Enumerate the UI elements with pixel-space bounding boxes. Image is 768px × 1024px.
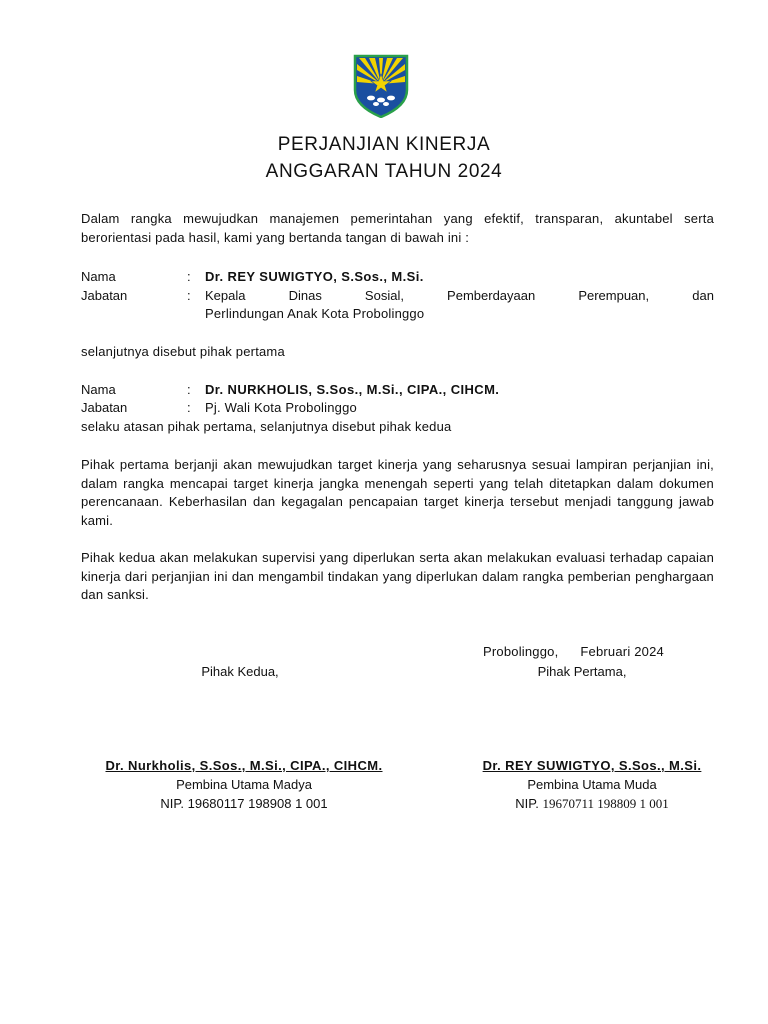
signature-left-role: Pihak Kedua, xyxy=(201,664,279,679)
first-party-jabatan-line1 xyxy=(205,287,714,305)
jabatan-word: dan xyxy=(692,288,714,303)
first-party-nama-colon: : xyxy=(187,269,191,284)
signature-right-nip xyxy=(432,794,752,813)
second-party-jabatan: Pj. Wali Kota Probolinggo xyxy=(205,400,357,415)
commitment-paragraph: Pihak pertama berjanji akan mewujudkan target kinerja yang seharusnya sesuai lampiran perjanjian ini, dalam rangka mencapai target kinerja jangka menengah seperti yang telah ditetapkan dalam dokumen perencanaan. Keberhasilan dan kegagalan pencapaian target kinerja tersebut menjadi tanggung jawab kami. xyxy=(81,457,714,528)
signature-right-block xyxy=(432,756,752,813)
intro-paragraph: Dalam rangka mewujudkan manajemen pemerintahan yang efektif, transparan, akuntabel serta berorientasi pada hasil, kami yang bertanda tangan di bawah ini : xyxy=(81,211,714,245)
first-party-jabatan-colon: : xyxy=(187,288,191,303)
place-date xyxy=(483,644,664,659)
document-title-line1: PERJANJIAN KINERJA xyxy=(277,134,491,155)
nip-number: 19680117 198908 1 001 xyxy=(187,796,328,811)
first-party-designation: selanjutnya disebut pihak pertama xyxy=(81,344,285,359)
first-party-jabatan-line2: Perlindungan Anak Kota Probolinggo xyxy=(205,306,425,321)
document-title-line2: ANGGARAN TAHUN 2024 xyxy=(265,161,503,182)
first-party-jabatan-label: Jabatan xyxy=(81,288,128,303)
second-party-designation: selaku atasan pihak pertama, selanjutnya disebut pihak kedua xyxy=(81,419,452,434)
signature-left-name: Dr. Nurkholis, S.Sos., M.Si., CIPA., CIHCM. xyxy=(105,758,383,773)
nip-number: 19670711 198809 1 001 xyxy=(542,796,669,811)
first-party-name: Dr. REY SUWIGTYO, S.Sos., M.Si. xyxy=(205,269,424,284)
supervision-paragraph: Pihak kedua akan melakukan supervisi yang diperlukan serta akan melakukan evaluasi terhadap capaian kinerja dari perjanjian ini dan mengambil tindakan yang diperlukan dalam rangka pemberian penghargaan dan sanksi. xyxy=(81,550,714,602)
second-party-nama-colon: : xyxy=(187,382,191,397)
nip-label: NIP. xyxy=(160,796,184,811)
second-party-name: Dr. NURKHOLIS, S.Sos., M.Si., CIPA., CIHCM. xyxy=(205,382,500,397)
jabatan-word: Sosial, xyxy=(364,288,404,303)
signature-right-name: Dr. REY SUWIGTYO, S.Sos., M.Si. xyxy=(482,758,702,773)
signature-right-role: Pihak Pertama, xyxy=(537,664,627,679)
city-crest-logo xyxy=(353,54,409,118)
date: Februari 2024 xyxy=(580,644,664,659)
second-party-nama-label: Nama xyxy=(81,382,116,397)
signature-left-nip xyxy=(84,794,404,813)
jabatan-word: Kepala xyxy=(205,288,246,303)
nip-label: NIP. xyxy=(515,796,539,811)
signature-left-rank: Pembina Utama Madya xyxy=(176,777,312,792)
jabatan-word: Pemberdayaan xyxy=(447,288,536,303)
signature-right-rank: Pembina Utama Muda xyxy=(527,777,657,792)
jabatan-word: Dinas xyxy=(288,288,322,303)
place: Probolinggo, xyxy=(483,644,559,659)
signature-left-block xyxy=(84,756,404,813)
second-party-jabatan-label: Jabatan xyxy=(81,400,128,415)
second-party-jabatan-colon: : xyxy=(187,400,191,415)
first-party-nama-label: Nama xyxy=(81,269,116,284)
jabatan-word: Perempuan, xyxy=(578,288,650,303)
